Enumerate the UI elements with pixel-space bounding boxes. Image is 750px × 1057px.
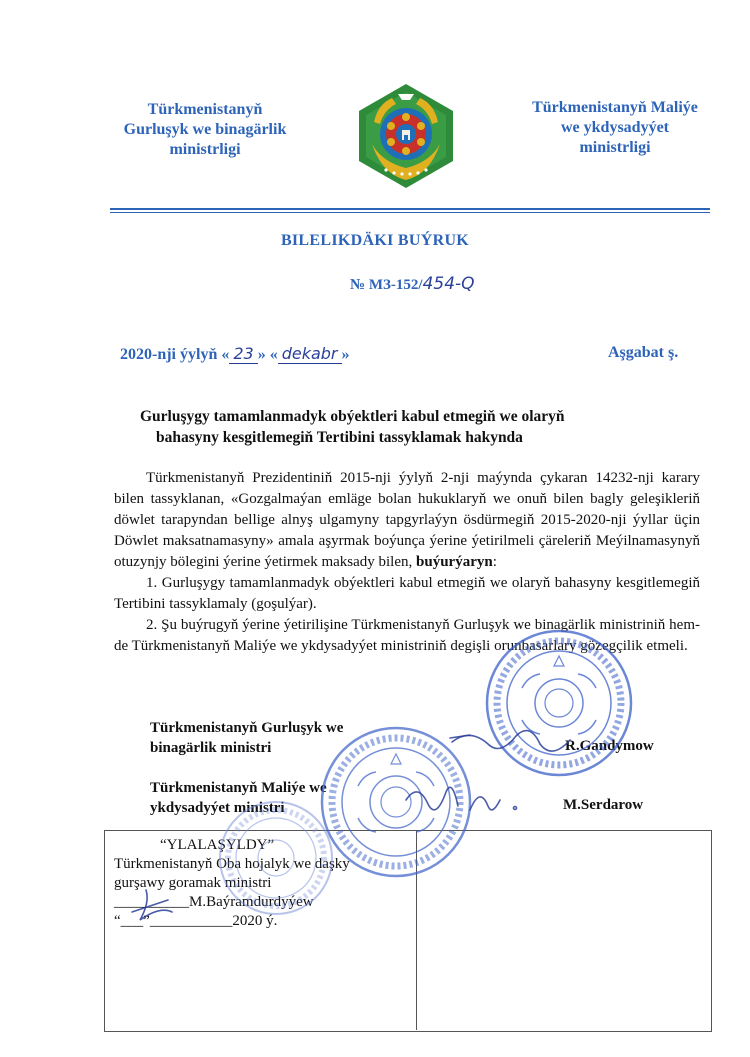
approval-heading: “YLALAŞYLDY” bbox=[160, 837, 275, 853]
order-number-handwritten: 454-Q bbox=[422, 274, 475, 294]
ministry-left-line: ministrligi bbox=[169, 141, 241, 158]
order-number-prefix: № МЗ-152/ bbox=[350, 277, 423, 293]
ministry-left-name bbox=[100, 100, 310, 160]
date-prefix: 2020-nji ýylyň « bbox=[120, 346, 230, 363]
header-rule bbox=[110, 208, 710, 210]
subject-line: bahasyny kesgitlemegiň Tertibini tassyklamak hakynda bbox=[156, 429, 523, 446]
date-day: 23 bbox=[229, 344, 257, 364]
city-label: Aşgabat ş. bbox=[608, 344, 679, 361]
ministry-right-name bbox=[510, 98, 720, 158]
order-number bbox=[350, 274, 475, 294]
signature-title-line: Türkmenistanyň Maliýe we bbox=[150, 780, 327, 796]
approval-line: “___”___________2020 ý. bbox=[114, 913, 278, 929]
signature-title-line: Türkmenistanyň Gurluşyk we bbox=[150, 720, 344, 736]
header-rule-thin bbox=[110, 212, 710, 213]
approval-line: __________M.Baýramdurdyýew bbox=[114, 894, 314, 910]
signature-name-finance: M.Serdarow bbox=[563, 797, 644, 813]
date-month: dekabr bbox=[278, 344, 342, 364]
approval-line: Türkmenistanyň Oba hojalyk we daşky bbox=[114, 856, 350, 872]
ministry-left-line: Türkmenistanyň bbox=[147, 101, 263, 118]
body-paragraph-text: Türkmenistanyň Prezidentiniň 2015-nji ýylyň 2-nji maýynda çykaran 14232-nji karary bilen tassyklanan, «Gozgalmaýan emläge bolan hukuklaryň we onuň bilen bagly geleşikleriň döwlet tarapyndan bellige alnyş ulgamyny tapgyrlaýyn ösdürmegiň 2015-2020-nji ýyllar üçin Döwlet maksatnamasyny» amala aşyrmak boýunça ýerine ýetirilmeli çäreleriň Meýilnamasynyň otuzynjy bölegini ýerine ýetirmek maksady bilen, bbox=[114, 470, 700, 570]
subject-line: Gurluşygy tamamlanmadyk obýektleri kabul etmegiň we olaryň bbox=[140, 408, 565, 425]
body-paragraph bbox=[114, 468, 700, 573]
signature-title-construction bbox=[150, 718, 343, 758]
directive-colon: : bbox=[492, 554, 497, 570]
body-item-2: 2. Şu buýrugyň ýerine ýetirilişine Türkmenistanyň Gurluşyk we binagärlik ministriniň hem-de Türkmenistanyň Maliýe we ykdysadyýet ministriniň degişli orunbasarlary gözegçilik etmeli. bbox=[114, 617, 700, 654]
stamp-agriculture-ministry-icon bbox=[216, 798, 336, 918]
order-title: BILELIKDÄKI BUÝRUK bbox=[280, 232, 470, 249]
stamp-finance-ministry-icon bbox=[318, 724, 474, 880]
signature-title-line: binagärlik ministri bbox=[150, 740, 272, 756]
signature-name-construction: R.Gandymow bbox=[565, 738, 654, 754]
date-suffix: » bbox=[341, 346, 350, 363]
ministry-right-line: we ykdysadyýet bbox=[560, 119, 669, 136]
directive-word: buýurýaryn bbox=[416, 554, 493, 570]
order-date bbox=[120, 344, 350, 364]
body-item-1: 1. Gurluşygy tamamlanmadyk obýektleri kabul etmegiň we olaryň bahasyny kesgitlemegiň Tertibini tassyklamaly (goşulýar). bbox=[114, 575, 700, 612]
ministry-right-line: Türkmenistanyň Maliýe bbox=[532, 99, 698, 116]
state-emblem-icon bbox=[352, 82, 460, 190]
approval-line: gurşawy goramak ministri bbox=[114, 875, 272, 891]
signature-title-line: ykdysadyýet ministri bbox=[150, 800, 285, 816]
date-middle: » « bbox=[257, 346, 278, 363]
ministry-left-line: Gurluşyk we binagärlik bbox=[123, 121, 287, 138]
order-subject bbox=[140, 406, 660, 448]
stamp-construction-ministry-icon bbox=[484, 628, 634, 778]
ministry-right-line: ministrligi bbox=[579, 139, 651, 156]
